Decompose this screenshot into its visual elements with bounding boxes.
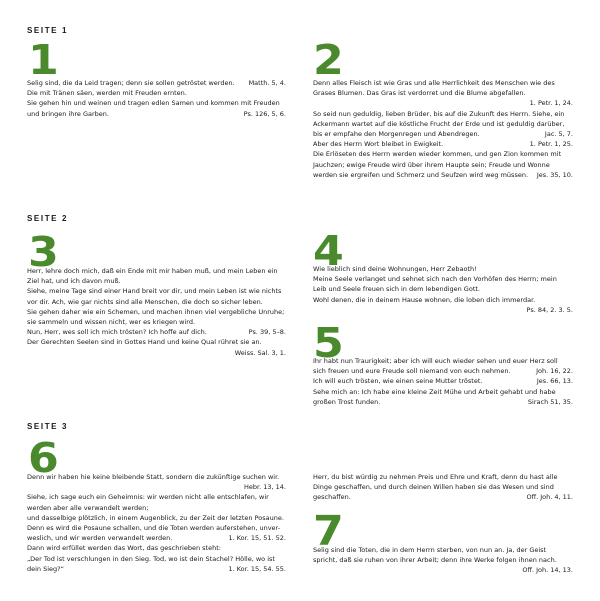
verse-text: werden sie ergreifen und Schmerz und Seufzen wird weg müssen. xyxy=(313,170,529,179)
scripture-reference: Ps. 84, 2. 3. 5. xyxy=(526,305,573,314)
verse-line xyxy=(313,397,573,407)
verse-text: Ziel hat, und ich davon muß. xyxy=(27,277,121,286)
scripture-reference: Jac. 5, 7. xyxy=(544,129,573,138)
verse-block-6 xyxy=(27,472,286,574)
verse-line xyxy=(313,555,573,565)
scripture-reference: Off. Joh. 4, 11. xyxy=(526,493,573,502)
verse-text: Selig sind, die da Leid tragen; denn sie sollen getröstet werden. xyxy=(27,79,235,87)
verse-text: werden aber alle verwandelt werden; xyxy=(27,503,149,512)
scripture-reference: 1. Petr. 1, 24. xyxy=(529,99,573,108)
verse-text: Siehe, meine Tage sind einer Hand breit vor dir, und mein Leben ist wie nichts xyxy=(27,287,282,296)
verse-text: Wie lieblich sind deine Wohnungen, Herr Zebaoth! xyxy=(313,265,477,273)
verse-line xyxy=(313,472,573,482)
section-number-2: 2 xyxy=(313,36,343,84)
verse-line xyxy=(313,119,573,129)
scripture-reference: Jes. 35, 10. xyxy=(536,170,573,179)
verse-line xyxy=(27,307,286,317)
page-label-seite-2: SEITE 2 xyxy=(27,214,68,223)
scripture-reference: Jes. 66, 13. xyxy=(536,377,573,386)
verse-line xyxy=(27,564,286,574)
scripture-reference: Ps. 39, 5–8. xyxy=(248,328,286,337)
scripture-reference: Joh. 16, 22. xyxy=(536,367,573,376)
verse-text: sie sammeln und wissen nicht, wer es kriegen wird. xyxy=(27,317,196,326)
verse-line xyxy=(27,276,286,286)
verse-text: Selig sind die Toten, die in dem Herrn sterben, von nun an. Ja, der Geist xyxy=(313,546,547,554)
verse-line xyxy=(313,565,573,575)
verse-line xyxy=(27,297,286,307)
verse-line xyxy=(27,348,286,358)
verse-line xyxy=(313,492,573,502)
verse-line xyxy=(313,305,573,315)
scripture-reference: Matth. 5, 4. xyxy=(248,79,286,87)
scripture-reference: Ps. 126, 5, 6. xyxy=(243,109,286,118)
section-number-7: 7 xyxy=(313,507,343,555)
verse-line xyxy=(313,78,573,88)
verse-line xyxy=(27,492,286,502)
scripture-reference: 1. Petr. 1, 25. xyxy=(529,140,573,149)
verse-text: weslich, und wir werden verwandelt werden. xyxy=(27,534,173,543)
verse-text: Jauchzen; ewige Freude wird über ihrem Haupte sein; Freude und Wonne xyxy=(313,160,550,169)
verse-line xyxy=(27,513,286,523)
verse-text: Der Gerechten Seelen sind in Gottes Hand und keine Qual rühret sie an. xyxy=(27,338,262,347)
verse-text: dein Sieg?“ xyxy=(27,564,64,573)
verse-line xyxy=(27,472,286,482)
verse-line xyxy=(27,503,286,513)
verse-text: Herr, du bist würdig zu nehmen Preis und Ehre und Kraft, denn du hast alle xyxy=(313,473,558,481)
verse-line xyxy=(27,286,286,296)
verse-text: Denn alles Fleisch ist wie Gras und alle Herrlichkeit des Menschen wie des xyxy=(313,79,555,87)
page-label-seite-3: SEITE 3 xyxy=(27,422,68,431)
verse-text: Siehe, ich sage euch ein Geheimnis: wir werden nicht alle entschlafen, wir xyxy=(27,493,269,502)
verse-text: Aber des Herrn Wort bleibet in Ewigkeit. xyxy=(313,140,444,149)
verse-text: „Der Tod ist verschlungen in den Sieg. Tod, wo ist dein Stachel? Hölle, wo ist xyxy=(27,554,275,563)
verse-line xyxy=(27,317,286,327)
scripture-reference: Sirach 51, 35. xyxy=(527,397,573,406)
verse-text: So seid nun geduldig, lieben Brüder, bis auf die Zukunft des Herrn. Siehe, ein xyxy=(313,109,565,118)
verse-line xyxy=(27,337,286,347)
verse-line xyxy=(313,284,573,294)
verse-text: bis er empfahe den Morgenregen und Abendregen. xyxy=(313,129,480,138)
verse-text: Sie gehen hin und weinen und tragen edlen Samen und kommen mit Freuden xyxy=(27,99,280,108)
verse-text: Ich will euch trösten, wie einen seine Mutter tröstet. xyxy=(313,377,483,386)
verse-text: Die Erlöseten des Herrn werden wieder kommen, und gen Zion kommen mit xyxy=(313,150,562,159)
verse-line xyxy=(313,98,573,108)
verse-text: Grases Blumen. Das Gras ist verdorret und die Blume abgefallen. xyxy=(313,89,526,98)
verse-line xyxy=(313,356,573,366)
verse-text: Meine Seele verlanget und sehnet sich nach den Vorhöfen des Herrn; mein xyxy=(313,275,557,284)
verse-text: Die mit Tränen säen, werden mit Freuden ernten. xyxy=(27,89,187,98)
verse-text: Wohl denen, die in deinem Hause wohnen, die loben dich immerdar. xyxy=(313,295,536,304)
scripture-reference: 1. Kor. 15, 54. 55. xyxy=(228,564,286,573)
verse-line xyxy=(313,376,573,386)
section-number-5: 5 xyxy=(313,319,343,367)
verse-line xyxy=(313,387,573,397)
verse-line xyxy=(313,274,573,284)
verse-line xyxy=(313,109,573,119)
verse-block-4 xyxy=(313,264,573,315)
verse-line xyxy=(313,295,573,305)
verse-line xyxy=(27,543,286,553)
verse-text: Sehe mich an: Ich habe eine kleine Zeit Mühe und Arbeit gehabt und habe xyxy=(313,387,556,396)
verse-line xyxy=(27,523,286,533)
verse-block-7 xyxy=(313,545,573,576)
verse-line xyxy=(313,482,573,492)
verse-line xyxy=(313,545,573,555)
verse-text: vor dir. Ach, wie gar nichts sind alle Menschen, die doch so sicher leben. xyxy=(27,297,263,306)
scripture-reference: Off. Joh. 14, 13. xyxy=(522,566,573,575)
scripture-reference: Weiss. Sal. 3, 1. xyxy=(234,348,286,357)
verse-text: Dann wird erfüllet werden das Wort, das geschrieben steht: xyxy=(27,544,221,553)
scripture-reference: 1. Kor. 15, 51. 52. xyxy=(228,534,286,543)
section-number-4: 4 xyxy=(313,227,343,275)
verse-text: Denn es wird die Posaune schallen, und die Toten werden auferstehen, unver- xyxy=(27,523,281,532)
scripture-reference: Hebr. 13, 14. xyxy=(244,483,286,492)
verse-block-2 xyxy=(313,78,573,180)
verse-block-3 xyxy=(27,266,286,358)
page-label-seite-1: SEITE 1 xyxy=(27,26,68,35)
verse-text: Herr, lehre doch mich, daß ein Ende mit mir haben muß, und mein Leben ein xyxy=(27,267,278,275)
verse-text: Nun, Herr, wes soll ich mich trösten? Ich hoffe auf dich. xyxy=(27,328,207,337)
verse-line xyxy=(313,264,573,274)
verse-text: sich freuen und eure Freude soll niemand von euch nehmen. xyxy=(313,367,511,376)
verse-line xyxy=(313,366,573,376)
verse-block-6-continued xyxy=(313,472,573,503)
verse-line xyxy=(27,109,286,119)
verse-block-5 xyxy=(313,356,573,407)
verse-line xyxy=(313,160,573,170)
verse-text: großen Trost funden. xyxy=(313,397,381,406)
verse-line xyxy=(27,482,286,492)
verse-line xyxy=(313,129,573,139)
verse-line xyxy=(27,554,286,564)
verse-text: Denn wir haben hie keine bleibende Statt, sondern die zukünftige suchen wir. xyxy=(27,473,280,481)
verse-line xyxy=(313,139,573,149)
verse-text: geschaffen. xyxy=(313,493,351,502)
verse-text: Leib und Seele freuen sich in dem lebendigen Gott. xyxy=(313,285,480,294)
verse-line xyxy=(27,533,286,543)
verse-text: Ackermann wartet auf die köstliche Frucht der Erde und ist geduldig darüber, xyxy=(313,119,565,128)
verse-text: Ihr habt nun Traurigkeit; aber ich will euch wieder sehen und euer Herz soll xyxy=(313,357,558,365)
verse-line xyxy=(27,98,286,108)
verse-text: Sie gehen daher wie ein Schemen, und machen ihnen viel vergebliche Unruhe; xyxy=(27,307,285,316)
verse-text: und dasselbige plötzlich, in einem Augenblick, zu der Zeit der letzten Posaune. xyxy=(27,513,284,522)
verse-line xyxy=(313,149,573,159)
verse-line xyxy=(27,78,286,88)
verse-text: Dinge geschaffen, und durch deinen Willen haben sie das Wesen und sind xyxy=(313,483,554,492)
verse-text: und bringen ihre Garben. xyxy=(27,109,109,118)
verse-line xyxy=(27,327,286,337)
verse-line xyxy=(313,88,573,98)
verse-line xyxy=(27,88,286,98)
section-number-1: 1 xyxy=(28,36,58,84)
verse-line xyxy=(313,170,573,180)
verse-block-1 xyxy=(27,78,286,119)
verse-text: spricht, daß sie ruhen von ihrer Arbeit; denn ihre Werke folgen ihnen nach. xyxy=(313,556,557,565)
verse-line xyxy=(27,266,286,276)
section-number-3: 3 xyxy=(28,228,58,276)
section-number-6: 6 xyxy=(28,434,58,482)
